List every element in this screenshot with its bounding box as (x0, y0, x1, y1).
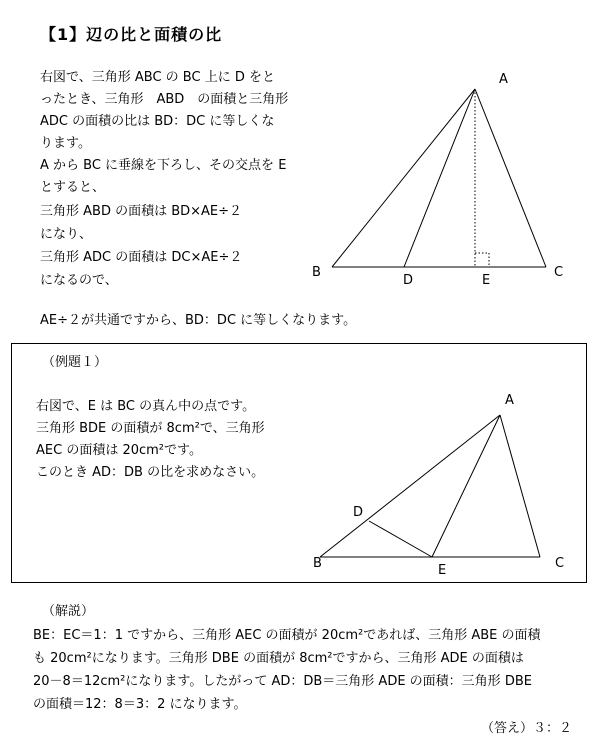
section-title: 【1】辺の比と面積の比 (40, 25, 223, 44)
solution-line: も 20cm²になります。三角形 DBE の面積が 8cm²ですから、三角形 ADE の面積は (33, 651, 524, 666)
example-line: 右図で、E は BC の真ん中の点です。 (36, 399, 256, 414)
example-label-d: D (353, 505, 364, 520)
example-line: AEC の面積は 20cm²です。 (36, 443, 202, 458)
example-label-c: C (555, 556, 565, 571)
example-label-a: A (505, 393, 514, 408)
figure-1-label-e: E (482, 273, 491, 288)
example-line: 三角形 BDE の面積が 8cm²で、三角形 (36, 421, 265, 436)
intro-line: ADC の面積の比は BD：DC に等しくな (40, 114, 275, 129)
intro-line: 右図で、三角形 ABC の BC 上に D をと (40, 70, 275, 85)
intro-line: 三角形 ADC の面積は DC×AE÷２ (40, 250, 243, 265)
solution-heading: （解説） (42, 604, 95, 619)
intro-line: ります。 (40, 136, 91, 151)
intro-line: A から BC に垂線を下ろし、その交点を E (40, 158, 287, 173)
example-heading: （例題１） (42, 355, 108, 370)
solution-line: 20－8＝12cm²になります。したがって AD：DB＝三角形 ADE の面積：三角形 DBE (33, 674, 532, 689)
solution-answer: （答え）３：２ (480, 721, 572, 736)
solution-line: BE：EC＝1：1 ですから、三角形 AEC の面積が 20cm²であれば、三角形 ABE の面積 (33, 628, 541, 643)
intro-line: になるので、 (40, 273, 118, 288)
intro-line: になり、 (40, 227, 93, 242)
figure-1-label-d: D (403, 273, 414, 288)
example-label-b: B (313, 556, 322, 571)
figure-1-label-b: B (312, 265, 321, 280)
intro-line: ったとき、三角形 ABD の面積と三角形 (40, 92, 289, 107)
figure-1-label-c: C (554, 265, 564, 280)
example-label-e: E (438, 563, 447, 578)
example-line: このとき AD：DB の比を求めなさい。 (36, 465, 265, 480)
solution-line: の面積＝12：8＝3：2 になります。 (33, 697, 247, 712)
intro-conclusion: AE÷２が共通ですから、BD：DC に等しくなります。 (40, 313, 357, 328)
figure-1-label-a: A (499, 72, 508, 87)
intro-line: 三角形 ABD の面積は BD×AE÷２ (40, 204, 243, 219)
intro-line: とすると、 (40, 180, 106, 195)
